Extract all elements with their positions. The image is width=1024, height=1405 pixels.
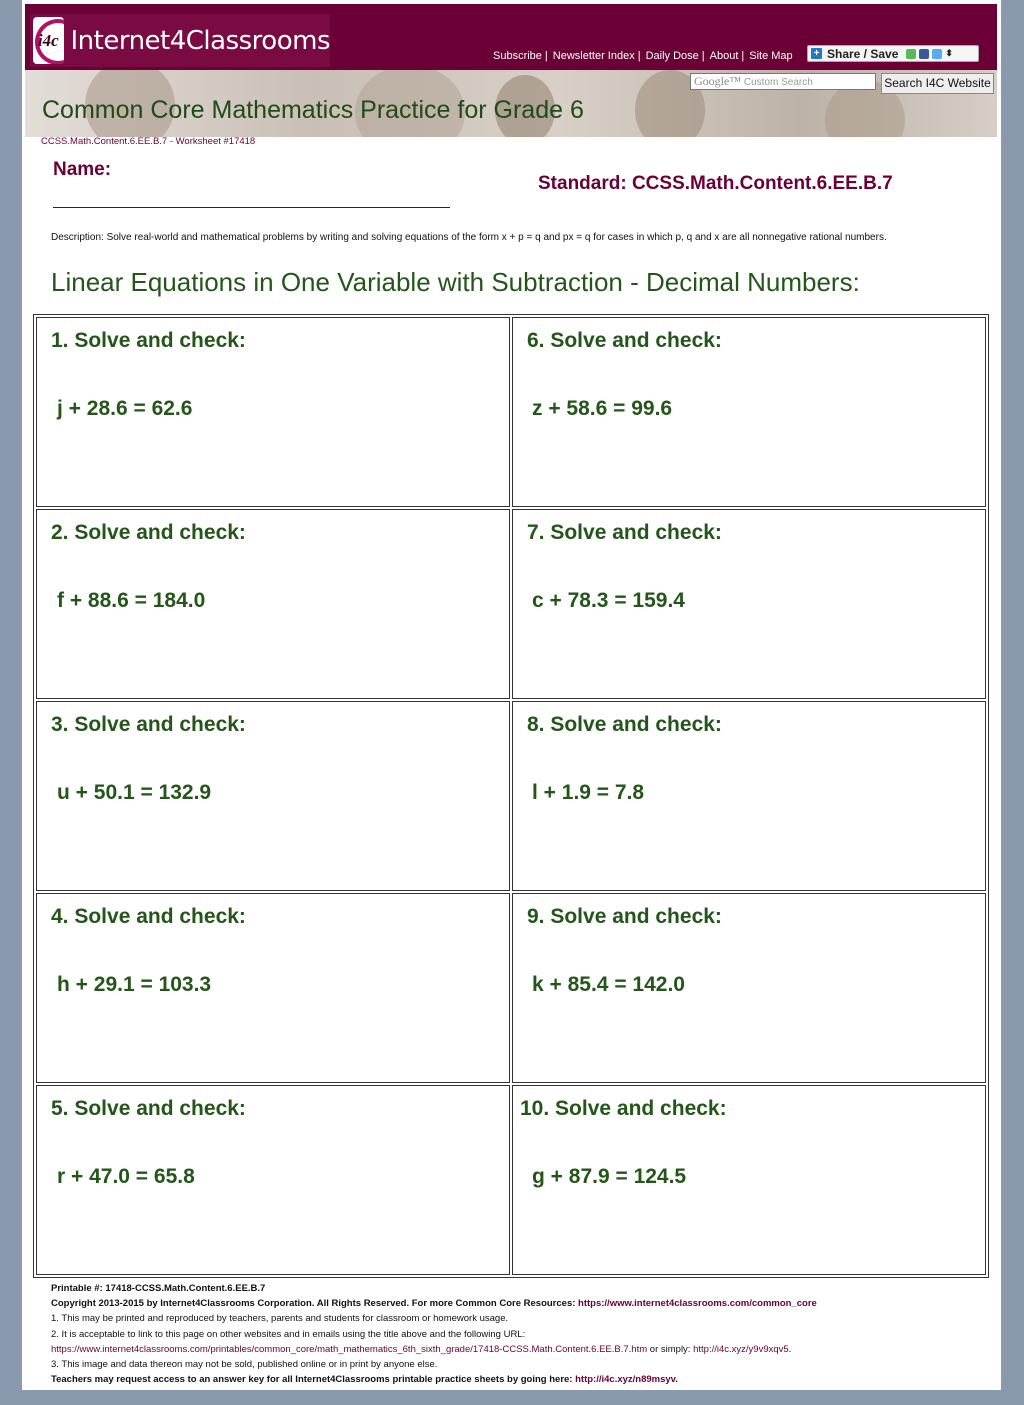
footer-note-2: 2. It is acceptable to link to this page on other websites and in emails using the title above and the following URL: [51, 1328, 526, 1340]
nav-subscribe[interactable]: Subscribe [493, 50, 542, 62]
problem-cell [36, 1085, 510, 1275]
problem-equation: j + 28.6 = 62.6 [57, 397, 193, 420]
problem-label: 8. Solve and check: [527, 713, 722, 736]
logo-badge-icon: i4c [33, 17, 64, 64]
site-logo[interactable] [30, 14, 330, 67]
problem-label: 2. Solve and check: [51, 521, 246, 544]
copyright: Copyright 2013-2015 by Internet4Classrooms Corporation. All Rights Reserved. For more Common Core Resources: https://www.internet4classrooms.com/common_core [51, 1298, 817, 1310]
problem-cell [512, 1085, 986, 1275]
page-title: Common Core Mathematics Practice for Grade 6 [42, 96, 584, 124]
common-core-link[interactable]: https://www.internet4classrooms.com/common_core [578, 1298, 817, 1310]
problem-cell [512, 509, 986, 699]
top-bar [25, 4, 997, 70]
long-url-link[interactable]: https://www.internet4classrooms.com/printables/common_core/math_mathematics_6th_sixth_grade/17418-CCSS.Math.Content.6.EE.B.7.htm [51, 1343, 648, 1355]
problem-equation: k + 85.4 = 142.0 [532, 973, 685, 996]
top-nav: Subscribe | Newsletter Index | Daily Dose | About | Site Map [493, 50, 793, 62]
search-button[interactable]: Search I4C Website [881, 73, 994, 94]
logo-text: Internet4Classrooms [70, 25, 330, 56]
footer-urls: https://www.internet4classrooms.com/printables/common_core/math_mathematics_6th_sixth_grade/17418-CCSS.Math.Content.6.EE.B.7.htm or simply: http://i4c.xyz/y9v9xqv5. [51, 1343, 792, 1355]
footer [51, 1281, 817, 1387]
updown-icon: ⬍ [945, 48, 953, 58]
problem-cell [512, 317, 986, 507]
problem-cell [512, 893, 986, 1083]
problem-cell [512, 701, 986, 891]
twitter-icon [932, 49, 942, 59]
problem-cell [36, 509, 510, 699]
problem-label: 3. Solve and check: [51, 713, 246, 736]
problem-cell [36, 317, 510, 507]
breadcrumb: CCSS.Math.Content.6.EE.B.7 - Worksheet #17418 [41, 136, 256, 147]
problem-equation: f + 88.6 = 184.0 [57, 589, 206, 612]
footer-note-3: 3. This image and data thereon may not be sold, published online or in print by anyone else. [51, 1359, 438, 1371]
problem-equation: r + 47.0 = 65.8 [57, 1165, 195, 1188]
problem-equation: g + 87.9 = 124.5 [532, 1165, 687, 1188]
problem-cell [36, 893, 510, 1083]
answer-key-link[interactable]: http://i4c.xyz/n89msyv [575, 1374, 676, 1386]
nav-site-map[interactable]: Site Map [749, 50, 793, 62]
header-banner [25, 70, 997, 137]
problem-equation: h + 29.1 = 103.3 [57, 973, 212, 996]
share-green-icon [906, 49, 916, 59]
problem-grid [33, 314, 989, 1278]
problem-label: 1. Solve and check: [51, 329, 246, 352]
problem-equation: z + 58.6 = 99.6 [532, 397, 673, 420]
problem-equation: u + 50.1 = 132.9 [57, 781, 212, 804]
short-url-link[interactable]: http://i4c.xyz/y9v9xqv5 [693, 1343, 789, 1355]
printable-number: Printable #: 17418-CCSS.Math.Content.6.EE.B.7 [51, 1283, 266, 1294]
problem-equation: c + 78.3 = 159.4 [532, 589, 685, 612]
problem-cell [36, 701, 510, 891]
name-line [53, 207, 450, 208]
share-save-button[interactable]: + Share / Save ⬍ [807, 45, 979, 62]
share-plus-icon: + [811, 48, 822, 59]
answer-key-note: Teachers may request access to an answer key for all Internet4Classrooms printable practice sheets by going here: http://i4c.xyz/n89msyv. [51, 1374, 678, 1386]
problem-label: 5. Solve and check: [51, 1097, 246, 1120]
nav-about[interactable]: About [709, 50, 739, 62]
standard-label: Standard: CCSS.Math.Content.6.EE.B.7 [538, 173, 893, 194]
problem-equation: l + 1.9 = 7.8 [532, 781, 645, 804]
problem-label: 6. Solve and check: [527, 329, 722, 352]
facebook-icon [919, 49, 929, 59]
problem-label: 7. Solve and check: [527, 521, 722, 544]
nav-newsletter-index[interactable]: Newsletter Index [552, 50, 635, 62]
problem-label: 4. Solve and check: [51, 905, 246, 928]
problem-label: 10. Solve and check: [520, 1097, 727, 1120]
worksheet-title: Linear Equations in One Variable with Subtraction - Decimal Numbers: [51, 267, 860, 297]
nav-daily-dose[interactable]: Daily Dose [645, 50, 699, 62]
search-input[interactable]: Google™ Custom Search [690, 73, 876, 90]
footer-note-1: 1. This may be printed and reproduced by teachers, parents and students for classroom or homework usage. [51, 1313, 509, 1325]
description: Description: Solve real-world and mathematical problems by writing and solving equations of the form x + p = q and px = q for cases in which p, q and x are all nonnegative rational numbers. [51, 232, 887, 243]
problem-label: 9. Solve and check: [527, 905, 722, 928]
name-label: Name: [53, 159, 112, 180]
